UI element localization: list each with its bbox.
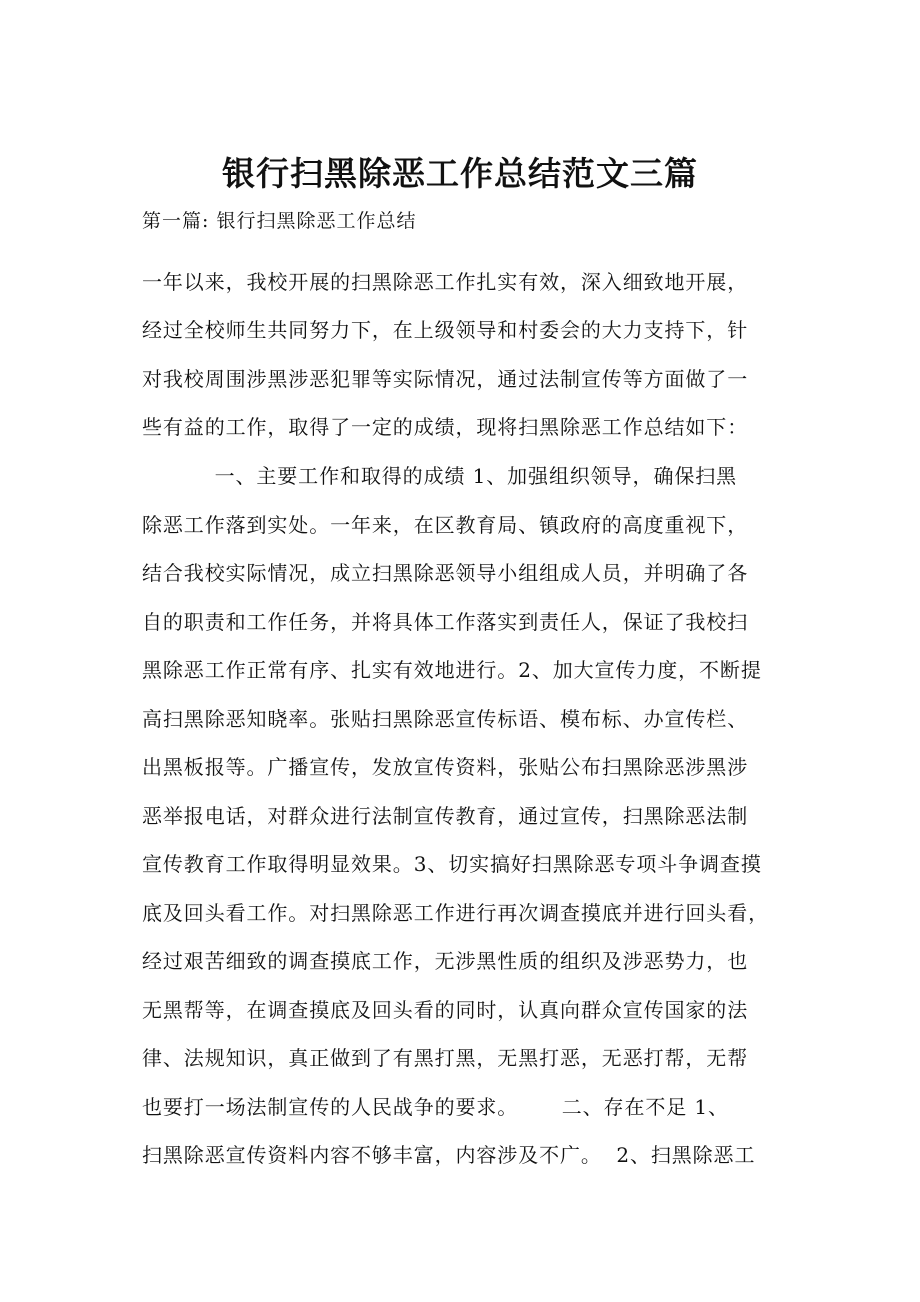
body-line: 经过艰苦细致的调查摸底工作，无涉黑性质的组织及涉恶势力，也 [142, 949, 749, 973]
body-line: 黑除恶工作正常有序、扎实有效地进行。2、加大宣传力度，不断提 [142, 658, 762, 682]
body-line: 经过全校师生共同努力下，在上级领导和村委会的大力支持下，针 [142, 318, 749, 342]
body-line: 自的职责和工作任务，并将具体工作落实到责任人，保证了我校扫 [142, 610, 749, 634]
body-line: 些有益的工作，取得了一定的成绩，现将扫黑除恶工作总结如下： [142, 415, 749, 439]
body-line: 对我校周围涉黑涉恶犯罪等实际情况，通过法制宣传等方面做了一 [142, 367, 749, 391]
body-line: 结合我校实际情况，成立扫黑除恶领导小组组成人员，并明确了各 [142, 561, 749, 585]
body-line: 出黑板报等。广播宣传，发放宣传资料，张贴公布扫黑除恶涉黑涉 [142, 755, 749, 779]
section-heading: 第一篇: 银行扫黑除恶工作总结 [142, 210, 417, 232]
body-line: 律、法规知识，真正做到了有黑打黑，无黑打恶，无恶打帮，无帮 [142, 1046, 749, 1070]
body-line: 一年以来，我校开展的扫黑除恶工作扎实有效，深入细致地开展， [142, 270, 749, 294]
body-line: 也要打一场法制宣传的人民战争的要求。 二、存在不足 1、 [142, 1095, 729, 1119]
body-line: 底及回头看工作。对扫黑除恶工作进行再次调查摸底并进行回头看， [142, 901, 769, 925]
body-line: 无黑帮等，在调查摸底及回头看的同时，认真向群众宣传国家的法 [142, 998, 749, 1022]
document-title: 银行扫黑除恶工作总结范文三篇 [222, 154, 698, 193]
body-line: 扫黑除恶宣传资料内容不够丰富，内容涉及不广。 2、扫黑除恶工 [142, 1143, 756, 1167]
body-line: 一、主要工作和取得的成绩 1、加强组织领导，确保扫黑 [142, 464, 738, 488]
body-line: 高扫黑除恶知晓率。张贴扫黑除恶宣传标语、模布标、办宣传栏、 [142, 707, 749, 731]
body-line: 除恶工作落到实处。一年来，在区教育局、镇政府的高度重视下， [142, 513, 749, 537]
body-line: 宣传教育工作取得明显效果。3、切实搞好扫黑除恶专项斗争调查摸 [142, 852, 762, 876]
body-line: 恶举报电话，对群众进行法制宣传教育，通过宣传，扫黑除恶法制 [142, 804, 749, 828]
